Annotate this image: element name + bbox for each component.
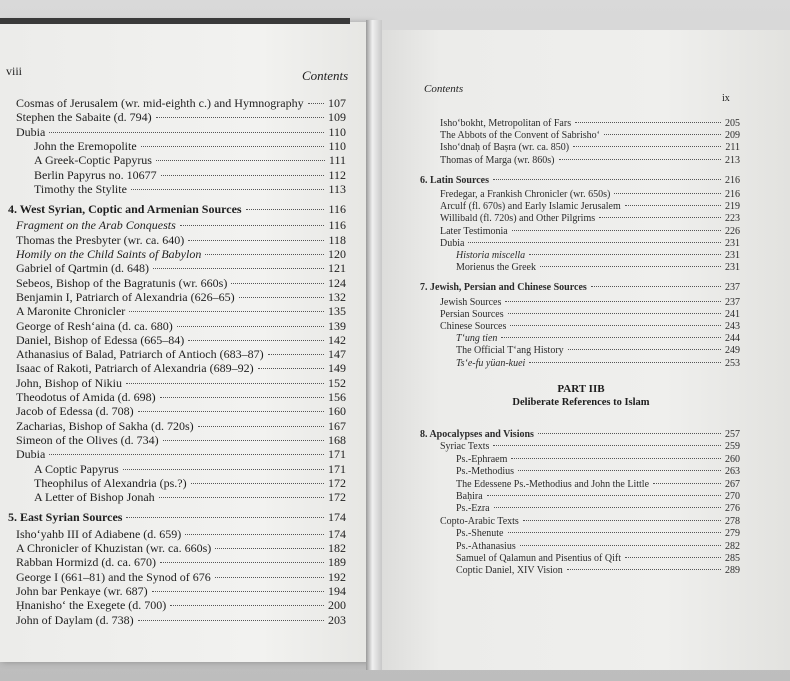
toc-entry-page: 194 (328, 583, 346, 598)
dot-leader (512, 230, 721, 231)
dot-leader (268, 354, 324, 355)
dot-leader (198, 426, 324, 427)
dot-leader (231, 283, 324, 284)
dot-leader (126, 517, 324, 518)
toc-entry (440, 130, 740, 141)
dot-leader (493, 179, 721, 180)
toc-entry (34, 153, 346, 168)
toc-entry-label: Later Testimonia (440, 225, 508, 237)
dot-leader (540, 266, 721, 267)
toc-entry-page: 279 (725, 528, 740, 540)
dot-leader (625, 205, 721, 206)
toc-entry-label: Simeon of the Olives (d. 734) (16, 432, 159, 447)
dot-leader (529, 362, 721, 363)
toc-entry-label: Homily on the Child Saints of Babylon (16, 247, 202, 261)
toc-entry-label: The Abbots of the Convent of Sabrisho‘ (440, 130, 600, 142)
toc-entry (456, 358, 740, 369)
toc-entry-label: Benjamin I, Patriarch of Alexandria (626–65) (16, 289, 235, 304)
toc-entry-label: Coptic Daniel, XIV Vision (456, 565, 563, 577)
toc-entry-label: Theodotus of Amida (d. 698) (16, 390, 156, 404)
toc-entry-label: Ḥnanisho‘ the Exegete (d. 700) (16, 598, 167, 613)
toc-entry-page: 216 (725, 174, 740, 186)
toc-entry-page: 200 (328, 598, 346, 613)
toc-entry-label: Theophilus of Alexandria (ps.?) (34, 475, 187, 490)
toc-entry-label: A Coptic Papyrus (34, 461, 119, 476)
dot-leader (153, 268, 324, 269)
dot-leader (508, 313, 721, 314)
dot-leader (487, 495, 721, 496)
toc-entry (16, 96, 346, 111)
dot-leader (505, 301, 721, 302)
toc-entry-label: Fredegar, a Frankish Chronicler (wr. 650s) (440, 189, 611, 200)
toc-entry-label: Ts‘e-fu yüan-kuei (456, 357, 526, 369)
dot-leader (215, 577, 324, 578)
toc-entry (420, 429, 740, 440)
dot-leader (138, 620, 324, 621)
dot-leader (568, 349, 721, 350)
toc-entry (16, 555, 346, 570)
toc-entry-label: Copto-Arabic Texts (440, 515, 519, 527)
toc-entry-page: 243 (725, 321, 740, 332)
dot-leader (653, 483, 721, 484)
toc-entry-label: John of Daylam (d. 738) (16, 612, 134, 627)
dot-leader (559, 159, 721, 160)
toc-entry-label: George of Resh‘aina (d. ca. 680) (16, 318, 173, 333)
toc-entry (456, 466, 740, 477)
toc-entry-page: 231 (725, 262, 740, 274)
dot-leader (308, 103, 324, 104)
toc-entry-label: Syriac Texts (440, 441, 490, 453)
toc-entry-page: 120 (328, 247, 346, 261)
dot-leader (567, 569, 721, 570)
toc-entry-page: 282 (725, 540, 740, 552)
toc-entry-label: 5. East Syrian Sources (8, 510, 123, 525)
dot-leader (129, 311, 324, 312)
dot-leader (160, 397, 324, 398)
toc-entry-page: 116 (328, 218, 346, 233)
toc-entry-label: Fragment on the Arab Conquests (16, 218, 176, 233)
toc-entry (16, 247, 346, 262)
toc-entry-page: 278 (725, 515, 740, 527)
dot-leader (518, 470, 721, 471)
toc-entry-label: The Edessene Ps.-Methodius and John the Little (456, 478, 650, 490)
toc-entry-page: 135 (328, 304, 346, 319)
toc-entry-page: 289 (725, 565, 740, 577)
toc-entry-label: Arculf (fl. 670s) and Early Islamic Jerusalem (440, 201, 621, 213)
dot-leader (520, 545, 721, 546)
toc-entry-label: Dubia (16, 447, 46, 462)
part-title: PART IIB (557, 383, 605, 395)
dot-leader (508, 532, 722, 533)
toc-entry-label: Thomas the Presbyter (wr. ca. 640) (16, 232, 185, 247)
toc-entry-page: 249 (725, 345, 740, 357)
dot-leader (604, 134, 721, 135)
toc-entry-label: T‘ung tien (456, 333, 498, 345)
dot-leader (573, 146, 721, 147)
toc-entry-page: 267 (725, 478, 740, 490)
left-running-header: Contents (302, 68, 349, 83)
toc-entry (16, 110, 346, 125)
toc-entry-page: 276 (725, 503, 740, 515)
toc-entry-label: A Greek-Coptic Papyrus (34, 153, 152, 168)
toc-entry-page: 237 (725, 296, 740, 308)
dot-leader (185, 534, 324, 535)
toc-entry-label: A Chronicler of Khuzistan (wr. ca. 660s) (16, 541, 212, 555)
dot-leader (163, 440, 324, 441)
toc-entry-label: Isaac of Rakoti, Patriarch of Alexandria (689–92) (16, 361, 254, 376)
toc-entry-label: A Letter of Bishop Jonah (34, 490, 155, 505)
toc-entry-page: 237 (725, 282, 740, 294)
dot-leader (625, 557, 721, 558)
toc-entry-page: 244 (725, 333, 740, 345)
toc-entry-page: 231 (725, 237, 740, 249)
toc-entry-page: 259 (725, 441, 740, 453)
toc-entry-label: Dubia (16, 124, 46, 139)
toc-entry (440, 142, 740, 153)
toc-entry (440, 238, 740, 249)
toc-entry (440, 226, 740, 237)
toc-entry (440, 155, 740, 166)
toc-entry-page: 241 (725, 308, 740, 320)
dot-leader (131, 189, 325, 190)
toc-entry-page: 139 (328, 318, 346, 333)
toc-entry-page: 152 (328, 375, 346, 390)
toc-entry (456, 250, 740, 261)
toc-entry-page: 226 (725, 225, 740, 237)
toc-entry-label: Jacob of Edessa (d. 708) (16, 404, 134, 419)
dot-leader (575, 122, 721, 123)
toc-entry-page: 216 (725, 189, 740, 200)
dot-leader (123, 469, 324, 470)
dot-leader (161, 175, 325, 176)
toc-entry (16, 419, 346, 434)
toc-entry-label: Thomas of Marga (wr. 860s) (440, 154, 555, 166)
toc-entry-page: 231 (725, 250, 740, 261)
dot-leader (501, 337, 721, 338)
toc-entry (16, 584, 346, 599)
toc-entry-label: Ps.-Athanasius (456, 540, 516, 552)
toc-entry (456, 565, 740, 576)
toc-entry-label: 4. West Syrian, Coptic and Armenian Sources (8, 202, 242, 217)
toc-entry (16, 218, 346, 233)
dot-leader (141, 146, 325, 147)
dot-leader (239, 297, 324, 298)
toc-entry (16, 319, 346, 334)
toc-entry-page: 112 (328, 167, 346, 182)
dot-leader (152, 591, 324, 592)
toc-entry-page: 171 (328, 461, 346, 476)
toc-entry-label: 7. Jewish, Persian and Chinese Sources (420, 282, 587, 294)
toc-entry (456, 262, 740, 273)
dot-leader (156, 160, 325, 161)
toc-entry-page: 172 (328, 475, 346, 490)
toc-entry-page: 257 (725, 429, 740, 440)
toc-entry-label: Zacharias, Bishop of Sakha (d. 720s) (16, 418, 194, 433)
toc-entry-label: A Maronite Chronicler (16, 304, 126, 319)
toc-entry-page: 192 (328, 569, 346, 584)
dot-leader (510, 325, 721, 326)
toc-entry-label: Morienus the Greek (456, 262, 536, 274)
dot-leader (599, 217, 721, 218)
toc-entry (440, 516, 740, 527)
dot-leader (49, 454, 324, 455)
toc-entry-page: 149 (328, 361, 346, 376)
toc-entry (8, 202, 346, 217)
dot-leader (159, 497, 324, 498)
toc-entry-label: Baḥira (456, 491, 483, 502)
toc-entry-page: 142 (328, 332, 346, 347)
dot-leader (138, 411, 324, 412)
dot-leader (511, 458, 721, 459)
toc-entry (440, 213, 740, 224)
toc-entry-page: 209 (725, 130, 740, 142)
toc-entry (16, 347, 346, 362)
toc-entry-page: 213 (725, 154, 740, 166)
toc-entry (16, 541, 346, 556)
toc-entry (456, 541, 740, 552)
toc-entry-page: 171 (328, 447, 346, 462)
right-running-header: Contents (424, 83, 464, 95)
toc-entry-page: 156 (328, 390, 346, 404)
toc-entry-page: 132 (328, 289, 346, 304)
dot-leader (494, 507, 721, 508)
dot-leader (468, 242, 721, 243)
dot-leader (529, 254, 721, 255)
toc-entry-page: 211 (725, 142, 740, 154)
toc-entry (16, 361, 346, 376)
toc-entry-page: 223 (725, 213, 740, 225)
toc-entry (456, 491, 740, 502)
toc-entry-page: 260 (725, 453, 740, 465)
toc-entry-label: Ps.-Methodius (456, 466, 515, 478)
toc-entry-label: Berlin Papyrus no. 10677 (34, 167, 157, 182)
dot-leader (156, 117, 324, 118)
toc-entry-label: Stephen the Sabaite (d. 794) (16, 110, 152, 125)
dot-leader (191, 483, 324, 484)
toc-entry (16, 233, 346, 248)
part-subtitle: Deliberate References to Islam (512, 397, 650, 408)
toc-entry-page: 182 (328, 541, 346, 555)
toc-entry (16, 333, 346, 348)
dot-leader (614, 193, 721, 194)
toc-entry-page: 203 (328, 612, 346, 627)
toc-entry (440, 321, 740, 332)
toc-entry (34, 476, 346, 491)
toc-entry (16, 261, 346, 276)
toc-entry-label: Cosmas of Jerusalem (wr. mid-eighth c.) and Hymnography (16, 96, 304, 110)
left-page-number: viii (6, 64, 23, 78)
toc-entry-page: 124 (328, 275, 346, 290)
toc-entry-label: Willibald (fl. 720s) and Other Pilgrims (440, 213, 596, 225)
toc-entry-label: Chinese Sources (440, 321, 507, 332)
dot-leader (188, 340, 324, 341)
toc-entry-page: 107 (328, 96, 346, 110)
toc-entry-label: Sebeos, Bishop of the Bagratunis (wr. 660s) (16, 275, 228, 290)
toc-entry-page: 110 (328, 124, 346, 139)
toc-entry-page: 147 (328, 347, 346, 362)
toc-entry (456, 479, 740, 490)
toc-entry (34, 139, 346, 154)
toc-entry-label: Timothy the Stylite (34, 181, 127, 196)
toc-entry-label: Isho‘bokht, Metropolitan of Fars (440, 118, 572, 129)
toc-entry-label: John the Eremopolite (34, 138, 137, 153)
toc-entry-label: Rabban Hormizd (d. ca. 670) (16, 555, 156, 570)
toc-entry-page: 205 (725, 118, 740, 129)
right-page-number: ix (722, 93, 730, 104)
dot-leader (170, 605, 324, 606)
dot-leader (188, 240, 324, 241)
toc-entry (456, 553, 740, 564)
toc-entry-page: 110 (328, 138, 346, 153)
toc-entry (34, 182, 346, 197)
toc-entry (456, 333, 740, 344)
toc-entry (8, 510, 346, 525)
toc-entry (16, 433, 346, 448)
toc-entry (456, 528, 740, 539)
toc-entry-label: Ps.-Shenute (456, 528, 504, 540)
toc-entry (440, 201, 740, 212)
toc-entry (456, 454, 740, 465)
toc-entry (16, 613, 346, 628)
toc-entry-label: Daniel, Bishop of Edessa (665–84) (16, 332, 185, 347)
toc-entry (440, 297, 740, 308)
toc-entry-page: 168 (328, 432, 346, 447)
toc-entry-page: 167 (328, 418, 346, 433)
dot-leader (180, 225, 325, 226)
toc-entry-label: Dubia (440, 237, 465, 249)
toc-entry (34, 490, 346, 505)
toc-entry (34, 168, 346, 183)
toc-entry (16, 447, 346, 462)
toc-entry-label: Athanasius of Balad, Patriarch of Antioch (683–87) (16, 347, 264, 362)
page-edge-shadow (0, 18, 350, 24)
toc-entry (16, 390, 346, 405)
toc-entry-page: 253 (725, 357, 740, 369)
dot-leader (205, 254, 324, 255)
toc-entry-page: 118 (328, 232, 346, 247)
toc-entry-page: 174 (328, 526, 346, 541)
toc-entry-page: 121 (328, 261, 346, 276)
toc-entry-page: 160 (328, 404, 346, 419)
dot-leader (49, 132, 324, 133)
dot-leader (215, 548, 324, 549)
dot-leader (160, 562, 324, 563)
toc-entry (16, 125, 346, 140)
toc-entry (16, 276, 346, 291)
toc-entry (16, 404, 346, 419)
toc-entry-label: Ps.-Ephraem (456, 453, 508, 465)
toc-entry-page: 174 (328, 510, 346, 525)
toc-entry (440, 118, 740, 129)
toc-entry-label: The Official T‘ang History (456, 345, 564, 357)
toc-entry (420, 175, 740, 186)
toc-entry-label: 8. Apocalypses and Visions (420, 429, 534, 440)
toc-entry-page: 116 (328, 202, 346, 217)
toc-entry-label: 6. Latin Sources (420, 174, 489, 186)
toc-entry (16, 598, 346, 613)
toc-entry-label: Historia miscella (456, 250, 526, 261)
dot-leader (493, 445, 721, 446)
toc-entry (16, 527, 346, 542)
toc-entry (16, 570, 346, 585)
toc-entry-page: 263 (725, 466, 740, 478)
toc-entry-label: Gabriel of Qartmin (d. 648) (16, 261, 149, 276)
toc-entry-label: John bar Penkaye (wr. 687) (16, 583, 148, 598)
toc-entry-page: 189 (328, 555, 346, 570)
toc-entry (420, 282, 740, 293)
toc-entry-label: Ps.-Ezra (456, 503, 490, 515)
toc-entry-page: 285 (725, 553, 740, 564)
toc-entry (16, 290, 346, 305)
toc-entry-page: 111 (328, 153, 346, 168)
toc-entry-page: 172 (328, 490, 346, 505)
toc-entry-page: 109 (328, 110, 346, 125)
toc-entry-label: Persian Sources (440, 308, 504, 320)
dot-leader (523, 520, 721, 521)
dot-leader (246, 209, 325, 210)
toc-entry (440, 441, 740, 452)
toc-entry-page: 219 (725, 201, 740, 213)
toc-entry (16, 304, 346, 319)
toc-entry (456, 503, 740, 514)
toc-entry (16, 376, 346, 391)
dot-leader (177, 326, 324, 327)
toc-entry-page: 113 (328, 181, 346, 196)
toc-entry-label: John, Bishop of Nikiu (16, 375, 123, 390)
toc-entry (456, 345, 740, 356)
toc-entry (440, 309, 740, 320)
toc-entry-label: Isho‘dnaḥ of Baṣra (wr. ca. 850) (440, 142, 570, 154)
toc-entry-label: Samuel of Qalamun and Pisentius of Qift (456, 553, 621, 564)
toc-entry (34, 462, 346, 477)
toc-entry-page: 270 (725, 491, 740, 502)
book-gutter (366, 20, 382, 670)
toc-entry-label: George I (661–81) and the Synod of 676 (16, 569, 211, 584)
dot-leader (591, 286, 721, 287)
toc-entry-label: Jewish Sources (440, 296, 502, 308)
dot-leader (258, 368, 324, 369)
toc-entry (440, 189, 740, 200)
dot-leader (538, 433, 721, 434)
toc-entry-label: Isho‘yahb III of Adiabene (d. 659) (16, 526, 182, 541)
dot-leader (126, 383, 324, 384)
